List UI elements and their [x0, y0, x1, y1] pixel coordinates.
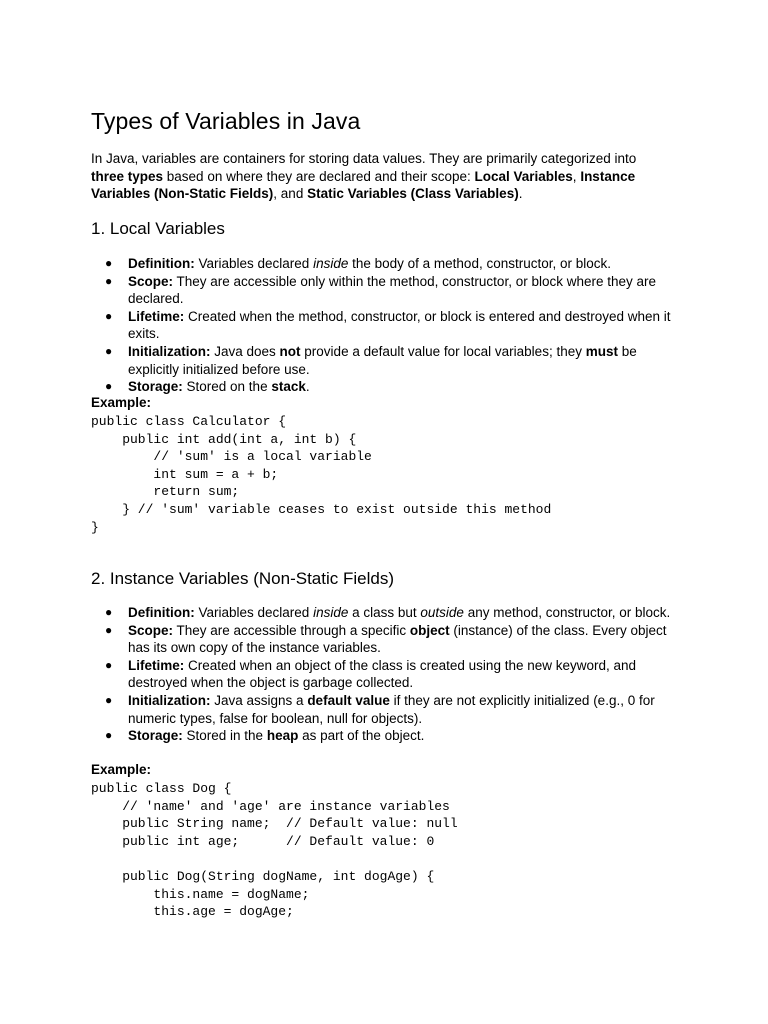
bullet-icon: ●	[105, 657, 113, 672]
list-item-definition: ● Definition: Variables declared inside a class but outside any method, constructor, or block.	[105, 605, 671, 620]
bullet-icon: ●	[105, 308, 113, 323]
example-label: Example:	[91, 762, 152, 777]
bullet-icon: ●	[105, 343, 113, 358]
bullet-icon: ●	[105, 692, 113, 707]
section-heading-instance-variables: 2. Instance Variables (Non-Static Fields)	[91, 569, 394, 588]
bullet-icon: ●	[105, 273, 113, 288]
list-item-storage: ● Storage: Stored in the heap as part of the object.	[105, 728, 425, 744]
bullet-icon: ●	[105, 622, 113, 637]
page-title: Types of Variables in Java	[91, 108, 361, 134]
bullet-icon: ●	[105, 379, 113, 394]
list-item-scope: ● Scope: They are accessible through a specific object (instance) of the class. Every object has its own copy of the instance variables.	[105, 622, 667, 656]
bullet-icon: ●	[105, 728, 113, 743]
list-item-initialization: ● Initialization: Java does not provide a default value for local variables; they must be explicitly initialized before use.	[105, 343, 637, 377]
intro-paragraph: In Java, variables are containers for storing data values. They are primarily categorized into three types based on where they are declared and their scope: Local Variables, Instance Variables (Non-Static Fields), and Static Variables (Class Variables).	[91, 151, 637, 202]
bullet-icon: ●	[105, 605, 113, 619]
list-item-storage: ● Storage: Stored on the stack.	[105, 379, 310, 395]
list-item-definition: ● Definition: Variables declared inside the body of a method, constructor, or block.	[105, 256, 612, 271]
list-item-lifetime: ● Lifetime: Created when an object of the class is created using the new keyword, and destroyed when the object is garbage collected.	[105, 657, 637, 691]
bullet-icon: ●	[105, 256, 113, 270]
code-block-calculator: public class Calculator { public int add(int a, int b) { // 'sum' is a local variable int sum = a + b; return sum; } // 'sum' variable ceases to exist outside this method }	[91, 414, 552, 535]
instance-variables-list	[91, 604, 681, 745]
list-item-lifetime: ● Lifetime: Created when the method, constructor, or block is entered and destroyed when it exits.	[105, 308, 671, 342]
example-label: Example:	[91, 395, 152, 410]
list-item-initialization: ● Initialization: Java assigns a default value if they are not explicitly initialized (e.g., 0 for numeric types, false for boolean, null for objects).	[105, 692, 655, 726]
section-heading-local-variables: 1. Local Variables	[91, 219, 225, 238]
list-item-scope: ● Scope: They are accessible only within the method, constructor, or block where they are declared.	[105, 273, 657, 307]
local-variables-list	[91, 255, 681, 396]
code-block-dog: public class Dog { // 'name' and 'age' are instance variables public String name; // Default value: null public int age; // Default value: 0 public Dog(String dogName, int dogAge) { this.name = dogName; this.age = dogAge;	[91, 781, 458, 920]
